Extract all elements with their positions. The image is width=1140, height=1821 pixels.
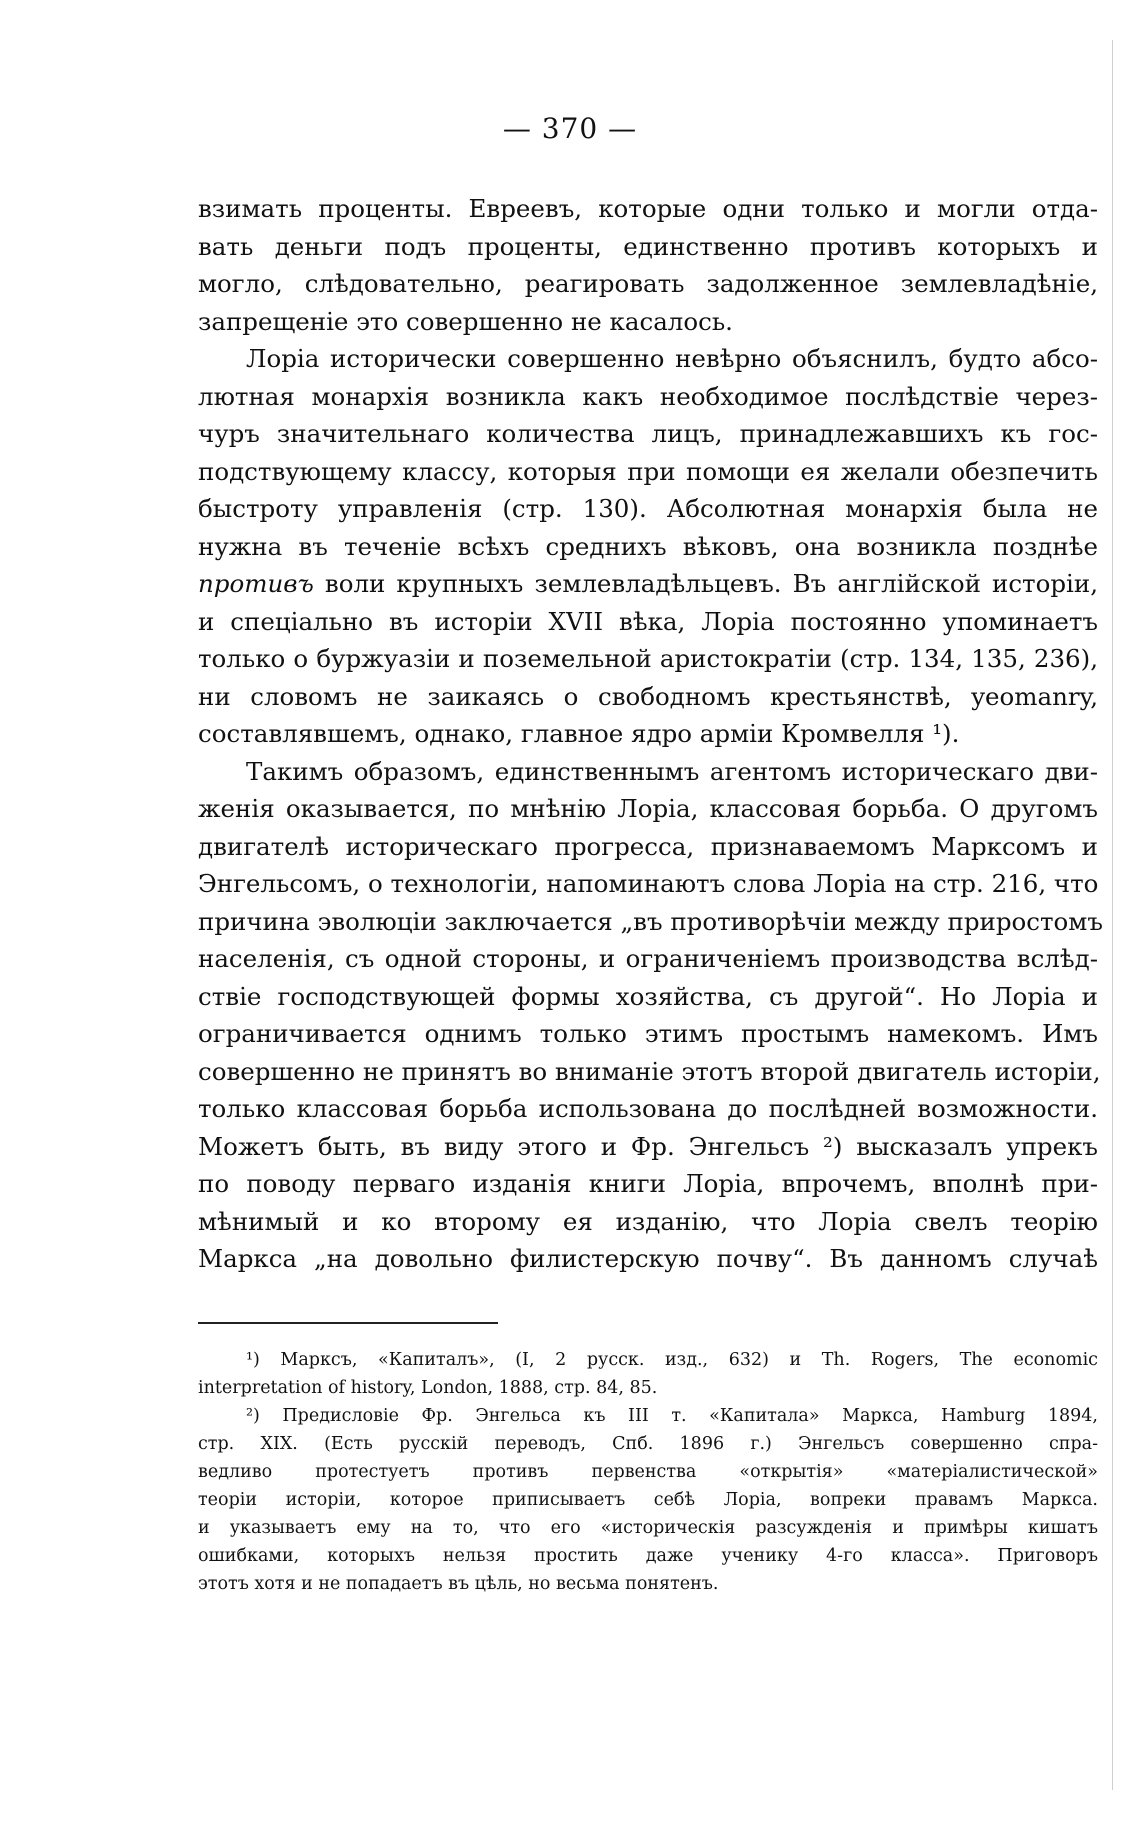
text-line: ни словомъ не заикаясь о свободномъ крестьянствѣ, yeomanry, [198, 681, 1098, 711]
text-line: нужна въ теченіе всѣхъ среднихъ вѣковъ, она возникла позднѣе [198, 531, 1098, 561]
text-line: только о буржуазіи и поземельной аристократіи (стр. 134, 135, 236), [198, 644, 1098, 673]
text-line: вать деньги подъ проценты, единственно противъ которыхъ и [198, 231, 1098, 261]
footnotes [198, 1346, 1098, 1598]
footnote-line: этотъ хотя и не попадаетъ въ цѣль, но весьма понятенъ. [198, 1574, 719, 1594]
footnote-separator [198, 1322, 498, 1324]
page-edge-line [1112, 40, 1113, 1790]
text-line: двигателѣ историческаго прогресса, признаваемомъ Марксомъ и [198, 831, 1098, 861]
text-line: по поводу перваго изданія книги Лоріа, впрочемъ, вполнѣ при- [198, 1169, 1098, 1198]
text-line: женія оказывается, по мнѣнію Лоріа, классовая борьба. О другомъ [198, 794, 1098, 823]
footnote-line: ¹) Марксъ, «Капиталъ», (I, 2 русск. изд., 632) и Th. Rogers, The economic [246, 1350, 1098, 1370]
page-number: — 370 — [502, 112, 638, 145]
footnote-line: стр. XIX. (Есть русскій переводъ, Спб. 1896 г.) Энгельсъ совершенно спра- [198, 1434, 1098, 1454]
footnote-line: ошибками, которыхъ нельзя простить даже ученику 4-го класса». Приговоръ [198, 1546, 1098, 1566]
footnote-line: ²) Предисловіе Фр. Энгельса къ III т. «Капитала» Маркса, Hamburg 1894, [246, 1406, 1098, 1426]
footnote-line: ведливо протестуетъ противъ первенства «открытія» «матеріалистической» [198, 1462, 1098, 1482]
text-line: подствующему классу, которыя при помощи ея желали обезпечить [198, 456, 1098, 486]
text-line: могло, слѣдовательно, реагировать задолженное землевладѣніе, [198, 269, 1098, 298]
text-line: взимать проценты. Евреевъ, которые одни только и могли отда- [198, 194, 1098, 223]
text-line: Маркса „на довольно филистерскую почву“. Въ данномъ случаѣ [198, 1244, 1098, 1273]
text-line: запрещеніе это совершенно не касалось. [198, 306, 733, 336]
text-line: лютная монархія возникла какъ необходимое послѣдствіе через- [198, 381, 1098, 411]
text-line: и спеціально въ исторіи XVII вѣка, Лоріа постоянно упоминаетъ [198, 606, 1098, 636]
text-line: Энгельсомъ, о технологіи, напоминаютъ слова Лоріа на стр. 216, что [198, 869, 1099, 898]
footnote-line: и указываетъ ему на то, что его «историческія разсужденія и примѣры кишатъ [198, 1518, 1098, 1538]
text-line: мѣнимый и ко второму ея изданію, что Лоріа свелъ теорію [198, 1206, 1098, 1236]
italic-word: противъ [198, 569, 314, 598]
text-line: ограничивается однимъ только этимъ простымъ намекомъ. Имъ [198, 1019, 1098, 1048]
footnote-line: interpretation of history, London, 1888, стр. 84, 85. [198, 1378, 658, 1398]
text-line: причина эволюціи заключается „въ противорѣчіи между приростомъ [198, 906, 1103, 936]
text-line: Такимъ образомъ, единственнымъ агентомъ историческаго дви- [246, 756, 1098, 786]
body-text [198, 190, 1103, 1278]
text-line: Лоріа исторически совершенно невѣрно объяснилъ, будто абсо- [246, 344, 1098, 373]
text-line: совершенно не принятъ во вниманіе этотъ второй двигатель исторіи, [198, 1056, 1101, 1086]
text-line: чуръ значительнаго количества лицъ, принадлежавшихъ къ гос- [198, 419, 1098, 448]
text-line: ствіе господствующей формы хозяйства, съ другой“. Но Лоріа и [198, 981, 1098, 1011]
text-line: только классовая борьба использована до послѣдней возможности. [198, 1094, 1098, 1123]
text-line: быстроту управленія (стр. 130). Абсолютная монархія была не [198, 494, 1098, 523]
text-line-with-italic [198, 565, 1098, 603]
text-line: Можетъ быть, въ виду этого и Фр. Энгельсъ ²) высказалъ упрекъ [198, 1131, 1098, 1161]
text-segment: воли крупныхъ землевладѣльцевъ. Въ англійской исторіи, [324, 569, 1098, 598]
text-line: населенія, съ одной стороны, и ограниченіемъ производства вслѣд- [198, 944, 1098, 973]
text-line: составлявшемъ, однако, главное ядро арміи Кромвелля ¹). [198, 719, 960, 748]
footnote-line: теоріи исторіи, которое приписываетъ себѣ Лоріа, вопреки правамъ Маркса. [198, 1490, 1098, 1510]
